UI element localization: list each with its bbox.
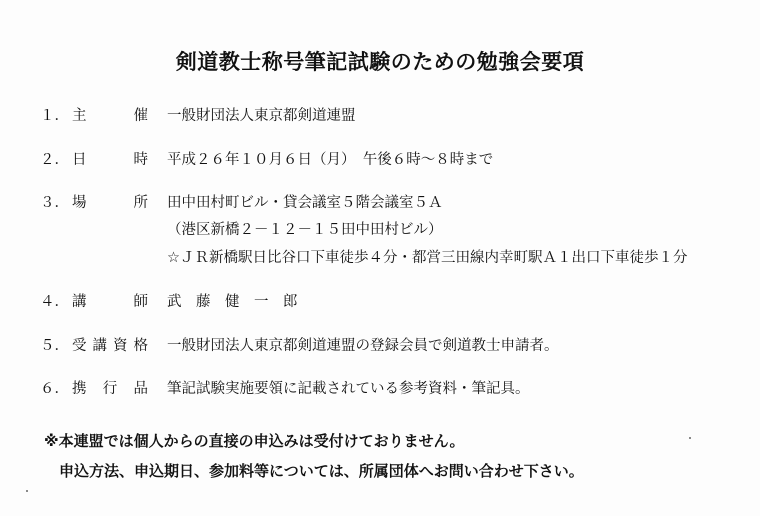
item-eligibility [0, 334, 760, 356]
scan-speck [689, 437, 691, 439]
item-venue-access [0, 246, 760, 268]
item-number: ２． [40, 152, 69, 168]
item-number: ５． [40, 338, 69, 354]
item-label: 主 催 [72, 108, 148, 124]
item-label: 講 師 [72, 294, 148, 310]
item-value-line: （港区新橋２－１２－１５田中田村ビル） [167, 222, 443, 238]
item-datetime [0, 148, 760, 170]
item-number: １． [40, 108, 69, 124]
item-value: 平成２６年１０月６日（月） 午後６時～８時まで [167, 152, 494, 168]
item-venue [0, 191, 760, 213]
item-value: 武 藤 健 一 郎 [167, 294, 298, 310]
item-value: 一般財団法人東京都剣道連盟の登録会員で剣道教士申請者。 [167, 338, 559, 354]
item-label: 場 所 [72, 195, 148, 211]
notice-line-1: ※本連盟では個人からの直接の申込みは受付けておりません。 [44, 432, 465, 450]
item-value: 田中田村町ビル・貸会議室５階会議室５Ａ [167, 195, 443, 211]
item-value-line: ☆ＪＲ新橋駅日比谷口下車徒歩４分・都営三田線内幸町駅Ａ１出口下車徒歩１分 [167, 250, 688, 266]
item-venue-address [0, 218, 760, 240]
item-value: 一般財団法人東京都剣道連盟 [167, 108, 356, 124]
item-number: ４． [40, 294, 69, 310]
notice-line-2: 申込方法、申込期日、参加料等については、所属団体へお問い合わせ下さい。 [44, 462, 584, 480]
scan-speck [26, 490, 28, 492]
item-value: 筆記試験実施要領に記載されている参考資料・筆記具。 [167, 381, 530, 397]
item-label: 携 行 品 [72, 381, 148, 397]
item-number: ３． [40, 195, 69, 211]
document-title: 剣道教士称号筆記試験のための勉強会要項 [175, 50, 585, 74]
item-number: ６． [40, 381, 69, 397]
item-label: 日 時 [72, 152, 148, 168]
item-label: 受 講 資 格 [72, 338, 148, 354]
item-instructor [0, 290, 760, 312]
item-belongings [0, 377, 760, 399]
item-organizer [0, 104, 760, 126]
